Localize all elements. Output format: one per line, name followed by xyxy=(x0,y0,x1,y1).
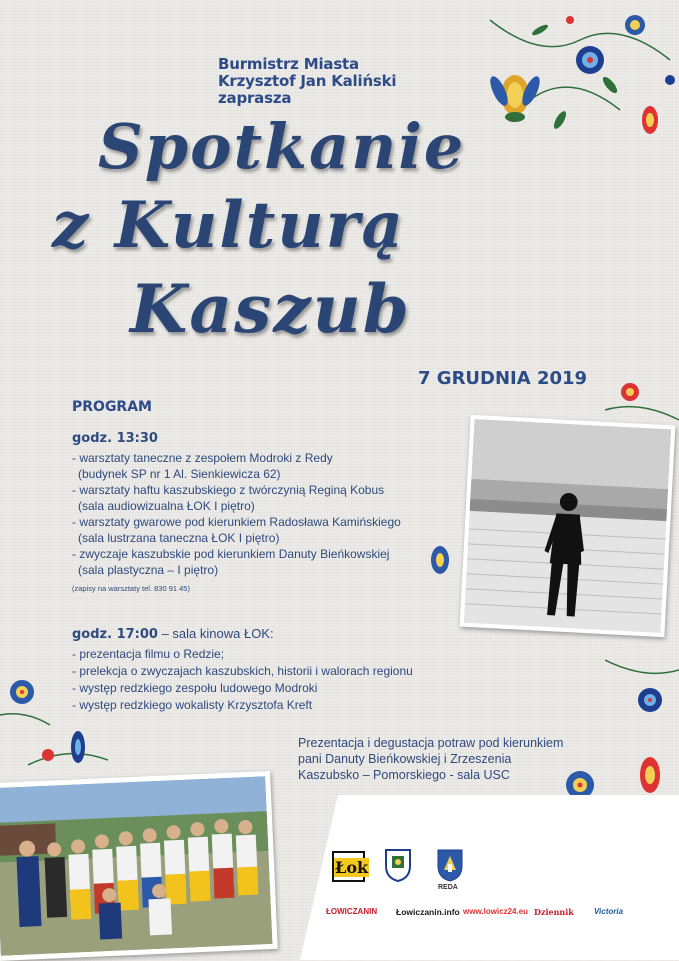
session-2-item: - występ redzkiego wokalisty Krzysztofa Kreft xyxy=(72,698,313,712)
host-name: Krzysztof Jan Kaliński xyxy=(218,72,397,90)
sponsor-lowiczanin: ŁOWICZANIN xyxy=(326,907,378,916)
tasting-info xyxy=(298,735,628,783)
session-2-item: - prelekcja o zwyczajach kaszubskich, historii i walorach regionu xyxy=(72,664,413,678)
session-1-item: - warsztaty taneczne z zespołem Modroki z Redy xyxy=(72,451,333,465)
folk-ensemble-photo xyxy=(0,771,278,961)
workshop-signup-note: (zapisy na warsztaty tel. 830 91 45) xyxy=(72,584,190,593)
event-title-line3: Kaszub xyxy=(130,270,411,348)
reda-crest-icon xyxy=(436,848,464,882)
session-1-item: - warsztaty haftu kaszubskiego z twórczynią Reginą Kobus xyxy=(72,483,385,497)
session-1-item: (sala audiowizualna ŁOK I piętro) xyxy=(78,499,255,513)
kashubian-flower-ornament-left-mid xyxy=(28,725,108,785)
session-1-item: (sala lustrzana taneczna ŁOK I piętro) xyxy=(78,531,280,545)
session-1-item: (sala plastyczna – I piętro) xyxy=(78,563,219,577)
host-title: Burmistrz Miasta xyxy=(218,55,359,73)
program-session-1 xyxy=(72,431,401,597)
session-2-time: godz. 17:00 xyxy=(72,627,158,642)
session-2-item: - występ redzkiego zespołu ludowego Modroki xyxy=(72,681,318,695)
session-1-item: (budynek SP nr 1 Al. Sienkiewicza 62) xyxy=(78,467,281,481)
singer-photo xyxy=(460,415,676,637)
session-2-header xyxy=(72,626,413,643)
lok-logo xyxy=(332,851,369,882)
kashubian-flower-ornament-mid-right xyxy=(420,530,460,590)
sponsor-victoria: Victoria xyxy=(594,907,624,916)
kashubian-flower-ornament-top-right xyxy=(470,0,679,150)
city-crest-icon xyxy=(384,848,412,882)
sponsor-lowicz24: www.lowicz24.eu xyxy=(463,907,529,916)
kashubian-flower-ornament-left xyxy=(0,670,60,730)
kashubian-flower-ornament-right-lower xyxy=(605,640,679,730)
tasting-line: pani Danuty Bieńkowskiej i Zrzeszenia xyxy=(298,752,512,766)
sponsor-dziennik: Dziennik xyxy=(534,907,574,917)
event-title-line2: z Kulturą xyxy=(52,188,405,263)
lok-logo-text: Łok xyxy=(335,858,369,877)
event-title-line1: Spotkanie xyxy=(98,110,466,183)
session-2-item: - prezentacja filmu o Redzie; xyxy=(72,647,225,661)
program-heading: PROGRAM xyxy=(72,399,152,415)
session-1-item: - zwyczaje kaszubskie pod kierunkiem Danuty Bieńkowskiej xyxy=(72,547,390,561)
program-session-2 xyxy=(72,626,413,714)
sponsor-lowiczanin-info: Łowiczanin.info xyxy=(396,907,460,917)
session-1-time: godz. 13:30 xyxy=(72,431,158,446)
tasting-line: Prezentacja i degustacja potraw pod kierunkiem xyxy=(298,736,564,750)
host-invites: zaprasza xyxy=(218,89,292,107)
session-1-item: - warsztaty gwarowe pod kierunkiem Radosława Kamińskiego xyxy=(72,515,401,529)
session-2-place: – sala kinowa ŁOK: xyxy=(157,626,274,641)
reda-label: REDA xyxy=(438,884,458,891)
event-date: 7 GRUDNIA 2019 xyxy=(418,368,588,389)
host-invitation xyxy=(218,56,396,107)
tasting-line: Kaszubsko – Pomorskiego - sala USC xyxy=(298,768,510,782)
